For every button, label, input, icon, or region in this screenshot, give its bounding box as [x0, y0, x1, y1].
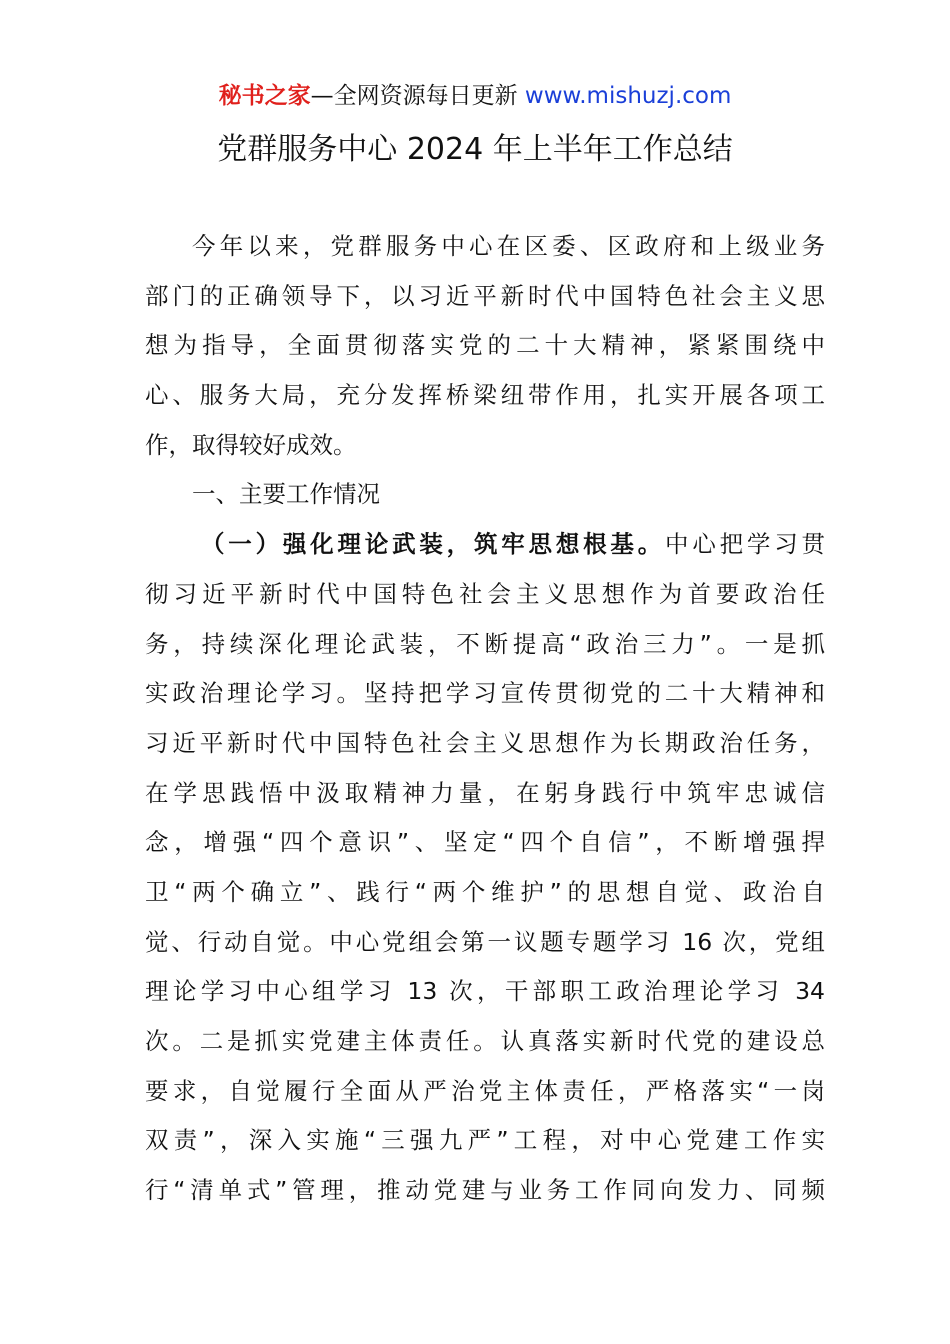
paragraph-line: 实政治理论学习。坚持把学习宣传贯彻党的二十大精神和: [145, 679, 825, 708]
paragraph-line: 在学思践悟中汲取精神力量，在躬身践行中筑牢忠诚信: [145, 778, 825, 807]
paragraph-line: 务，持续深化理论武装，不断提高“政治三力”。一是抓: [145, 629, 825, 658]
site-url-link[interactable]: www.mishuzj.com: [524, 83, 732, 109]
paragraph-line: 部门的正确领导下，以习近平新时代中国特色社会主义思: [145, 281, 825, 310]
paragraph-line: 觉、行动自觉。中心党组会第一议题专题学习 16 次，党组: [145, 927, 825, 956]
site-brand: 秘书之家: [218, 83, 311, 109]
site-tagline: —全网资源每日更新: [310, 83, 525, 109]
paragraph-line: 行“清单式”管理，推动党建与业务工作同向发力、同频: [145, 1176, 825, 1205]
paragraph-line: 想为指导，全面贯彻落实党的二十大精神，紧紧围绕中: [145, 331, 825, 360]
site-header: [0, 80, 950, 112]
paragraph-line: 今年以来，党群服务中心在区委、区政府和上级业务: [192, 232, 825, 260]
paragraph-line: 心、服务大局，充分发挥桥梁纽带作用，扎实开展各项工: [145, 381, 825, 410]
paragraph-line: [145, 520, 825, 570]
paragraph-line: 念，增强“四个意识”、坚定“四个自信”，不断增强捍: [145, 828, 825, 857]
paragraph-text: 中心把学习贯: [665, 530, 826, 559]
paragraph-line: 卫“两个确立”、践行“两个维护”的思想自觉、政治自: [145, 877, 825, 906]
paragraph-line: 作，取得较好成效。: [145, 430, 357, 459]
section-heading: 一、主要工作情况: [192, 480, 380, 509]
subsection-heading: （一）强化理论武装，筑牢思想根基。: [201, 530, 666, 559]
paragraph-line: 要求，自觉履行全面从严治党主体责任，严格落实“一岗: [145, 1076, 825, 1105]
paragraph-line: 习近平新时代中国特色社会主义思想作为长期政治任务，: [145, 728, 825, 757]
paragraph-line: 彻习近平新时代中国特色社会主义思想作为首要政治任: [145, 579, 825, 608]
paragraph-line: 次。二是抓实党建主体责任。认真落实新时代党的建设总: [145, 1027, 825, 1055]
document-body: [145, 222, 825, 1216]
document-title: 党群服务中心 2024 年上半年工作总结: [217, 132, 733, 167]
paragraph-line: 理论学习中心组学习 13 次，干部职工政治理论学习 34: [145, 977, 825, 1006]
paragraph-line: 双责”，深入实施“三强九严”工程，对中心党建工作实: [145, 1126, 825, 1155]
